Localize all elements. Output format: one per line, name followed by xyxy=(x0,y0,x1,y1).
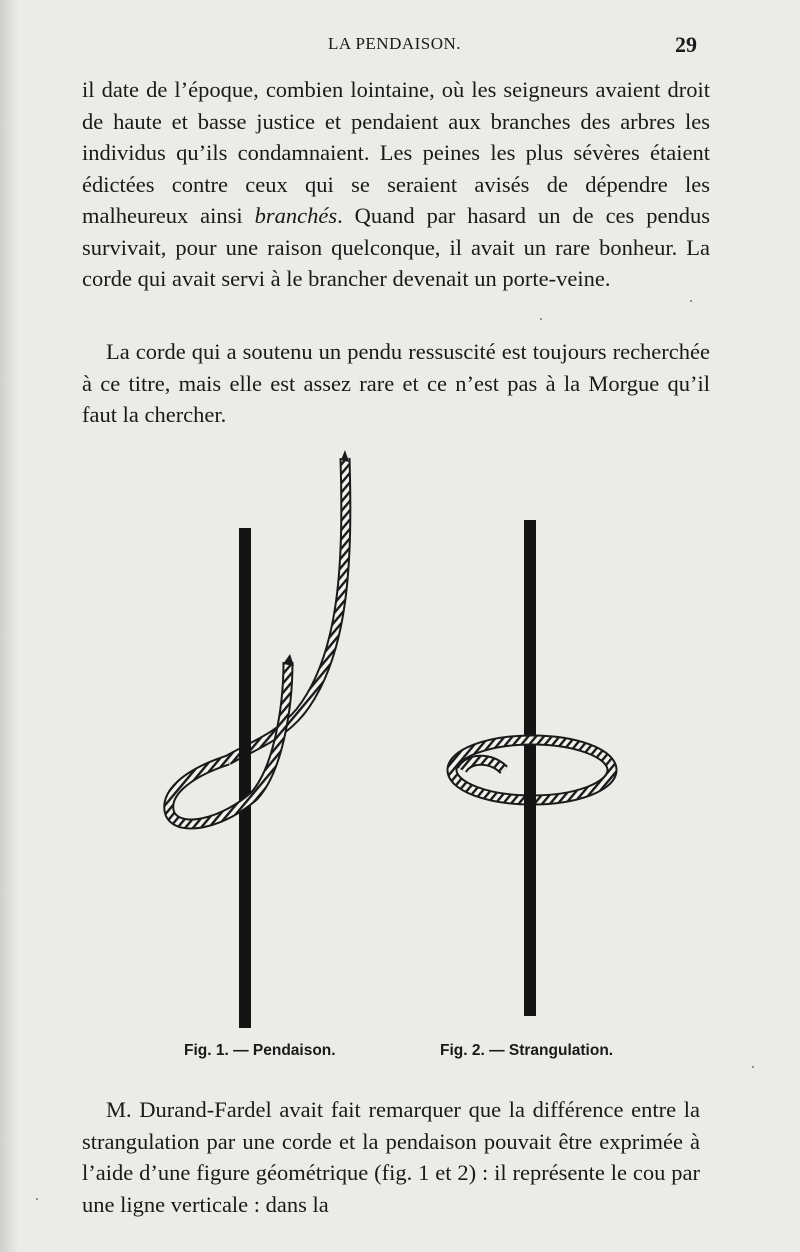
fig2-neck-line xyxy=(524,520,536,1016)
fig1-rope xyxy=(169,450,349,824)
paper-speck xyxy=(540,318,542,320)
figure-2-caption: Fig. 2. — Strangulation. xyxy=(440,1042,614,1059)
paper-speck xyxy=(752,1066,754,1068)
paragraph-2: La corde qui a soutenu un pendu ressuscité est toujours recherchée à ce titre, mais elle est assez rare et ce n’est pas à la Morgue qu’il faut la chercher. xyxy=(82,339,710,427)
knot-illustrations xyxy=(0,440,800,1040)
paper-speck xyxy=(36,1198,38,1200)
figure-1-caption: Fig. 1. — Pendaison. xyxy=(184,1042,336,1059)
figure-block xyxy=(0,440,800,1059)
figure-1-pendaison xyxy=(169,450,349,1028)
paragraph-1 xyxy=(82,74,710,295)
page-number: 29 xyxy=(675,32,697,57)
running-title: LA PENDAISON. xyxy=(328,34,462,53)
paragraph-1-italic: branchés xyxy=(254,203,338,228)
paragraph-1-text-after: . Quand par hasard un de ces pendus survivait, pour une raison quelconque, il avait un rare bonheur. La corde qui avait servi à le brancher devenait un porte-veine. xyxy=(82,203,710,291)
figure-2-strangulation xyxy=(452,520,612,1016)
paragraph-1-text-before: il date de l’époque, combien lointaine, où les seigneurs avaient droit de haute et basse justice et pendaient aux branches des arbres les individus qu’ils condamnaient. Les peines les plus sévères étaient édictées contre ceux qui se seraient avisés de dépendre les malheureux ainsi xyxy=(82,77,710,228)
paper-speck xyxy=(690,300,692,302)
paragraph-3: M. Durand-Fardel avait fait remarquer que la différence entre la strangulation par une corde et la pendaison pouvait être exprimée à l’aide d’une figure géométrique (fig. 1 et 2) : il représente le cou par une ligne verticale : dans la xyxy=(82,1097,700,1217)
running-head xyxy=(0,34,800,58)
